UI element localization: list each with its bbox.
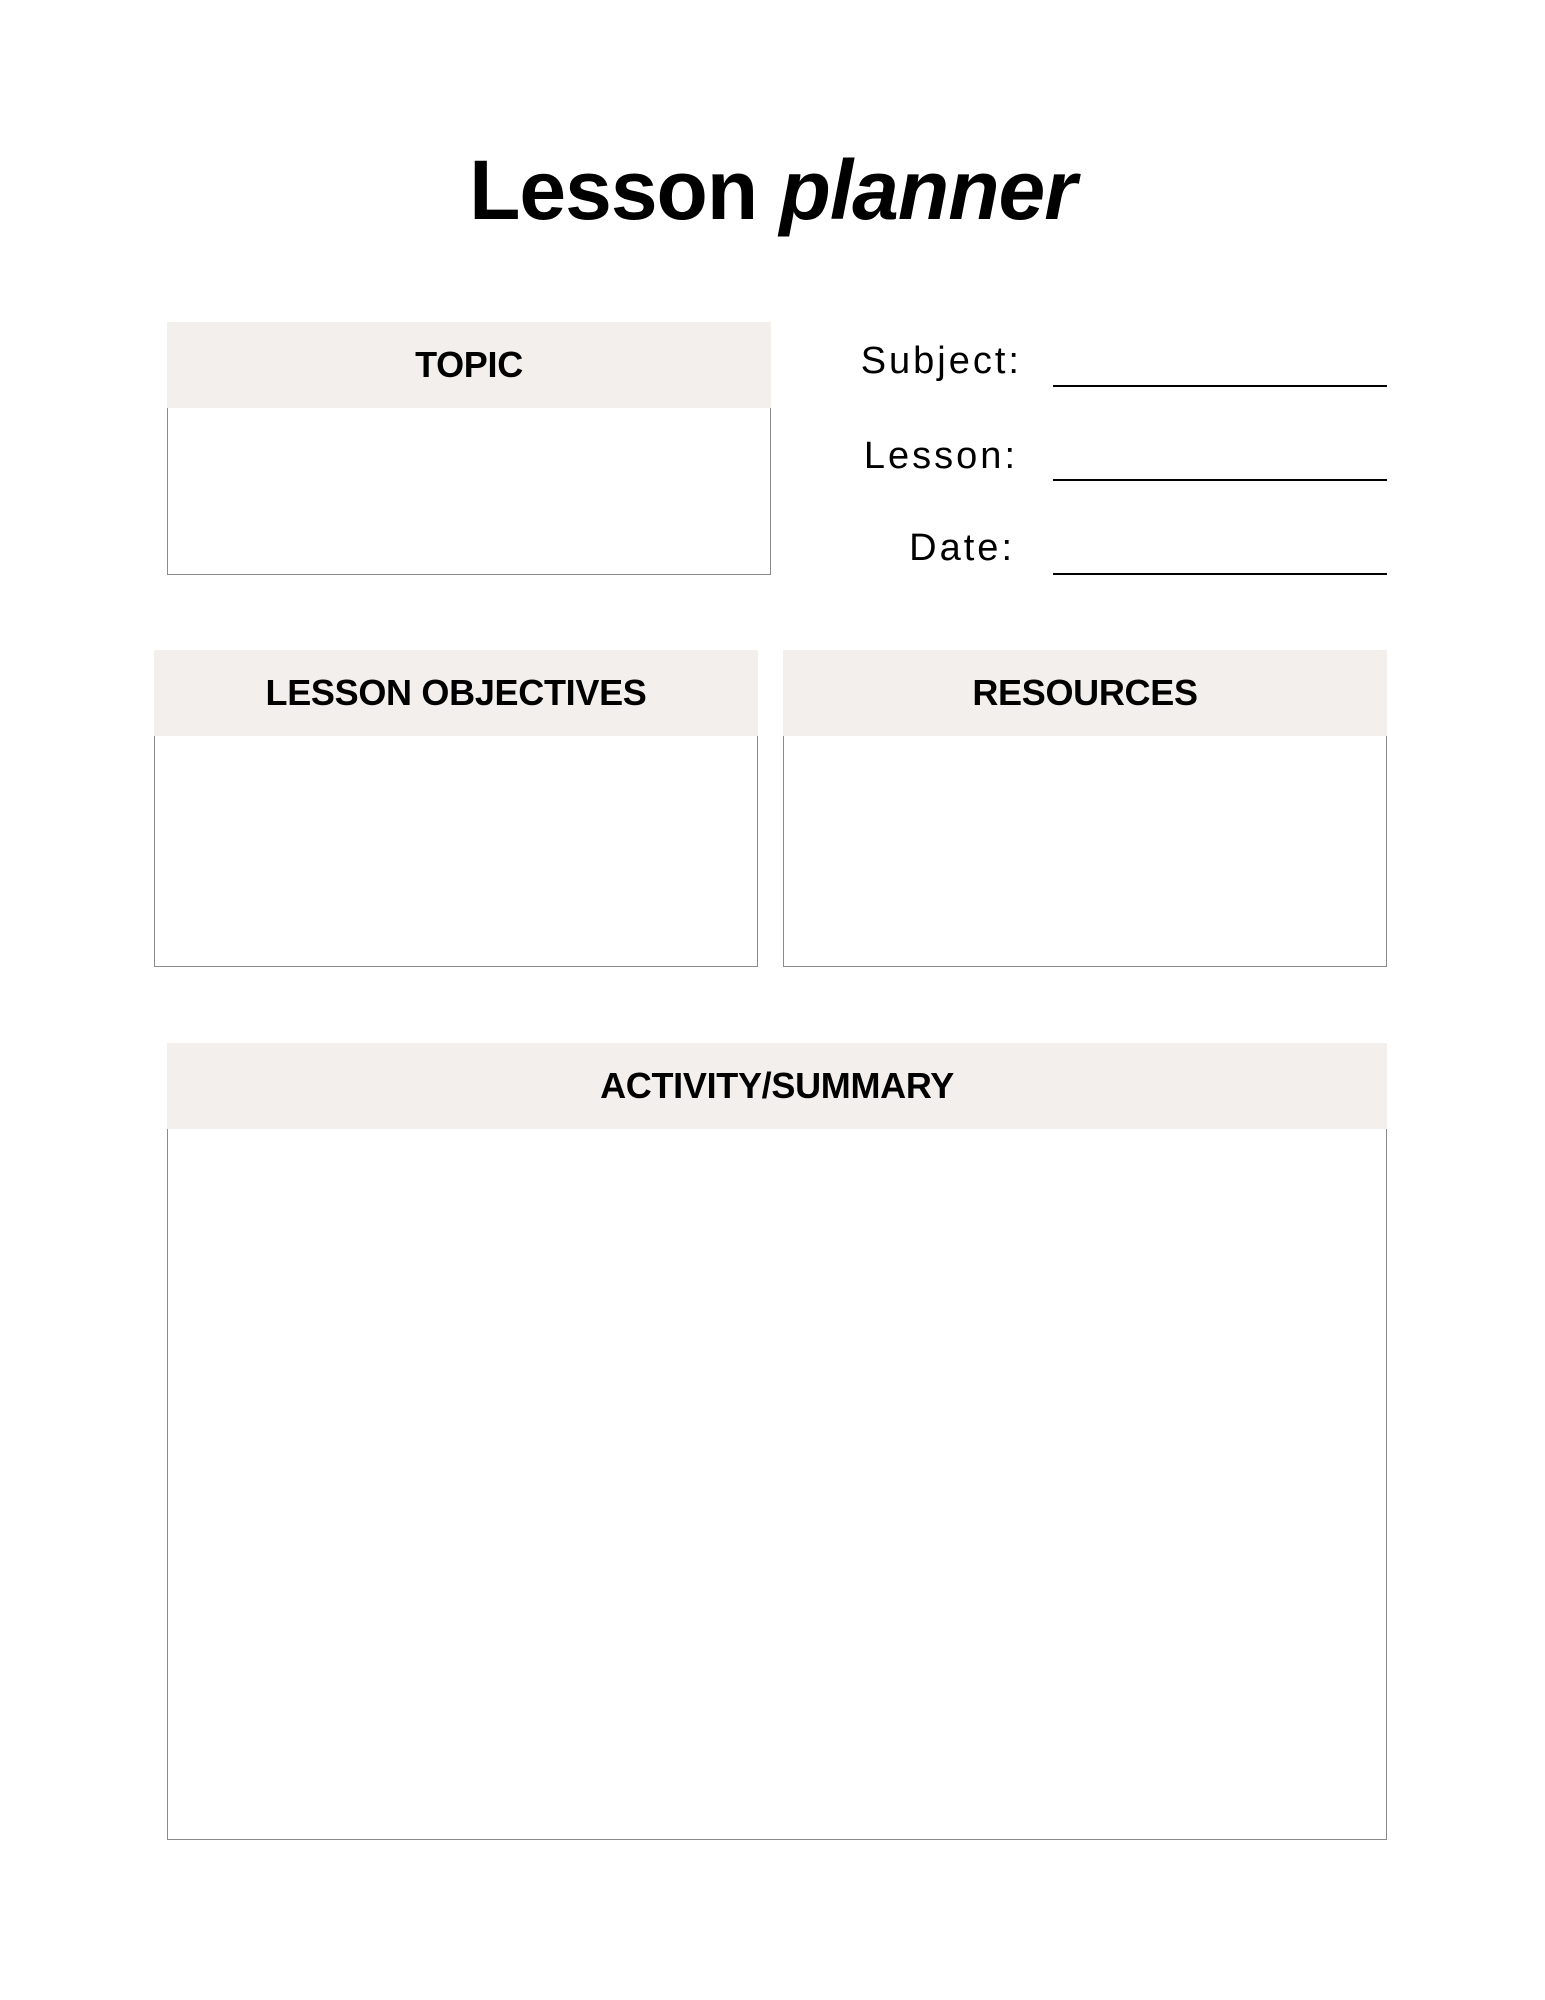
- date-line[interactable]: [1053, 573, 1387, 575]
- lesson-objectives-input-area[interactable]: [154, 736, 758, 967]
- subject-label: Subject:: [860, 340, 1022, 382]
- resources-header: RESOURCES: [783, 650, 1387, 736]
- lesson-objectives-header: LESSON OBJECTIVES: [154, 650, 758, 736]
- topic-box: [167, 322, 771, 575]
- subject-line[interactable]: [1053, 385, 1387, 387]
- lesson-line[interactable]: [1053, 479, 1387, 481]
- activity-summary-box: [167, 1043, 1387, 1840]
- resources-input-area[interactable]: [783, 736, 1387, 967]
- page-title: [0, 143, 1545, 237]
- resources-box: [783, 650, 1387, 967]
- lesson-label: Lesson:: [863, 435, 1018, 477]
- title-main: Lesson: [469, 143, 758, 237]
- activity-summary-input-area[interactable]: [167, 1129, 1387, 1840]
- topic-input-area[interactable]: [167, 408, 771, 575]
- lesson-objectives-box: [154, 650, 758, 967]
- activity-summary-header: ACTIVITY/SUMMARY: [167, 1043, 1387, 1129]
- topic-header: TOPIC: [167, 322, 771, 408]
- title-italic: planner: [779, 143, 1076, 237]
- date-label: Date:: [909, 527, 1015, 569]
